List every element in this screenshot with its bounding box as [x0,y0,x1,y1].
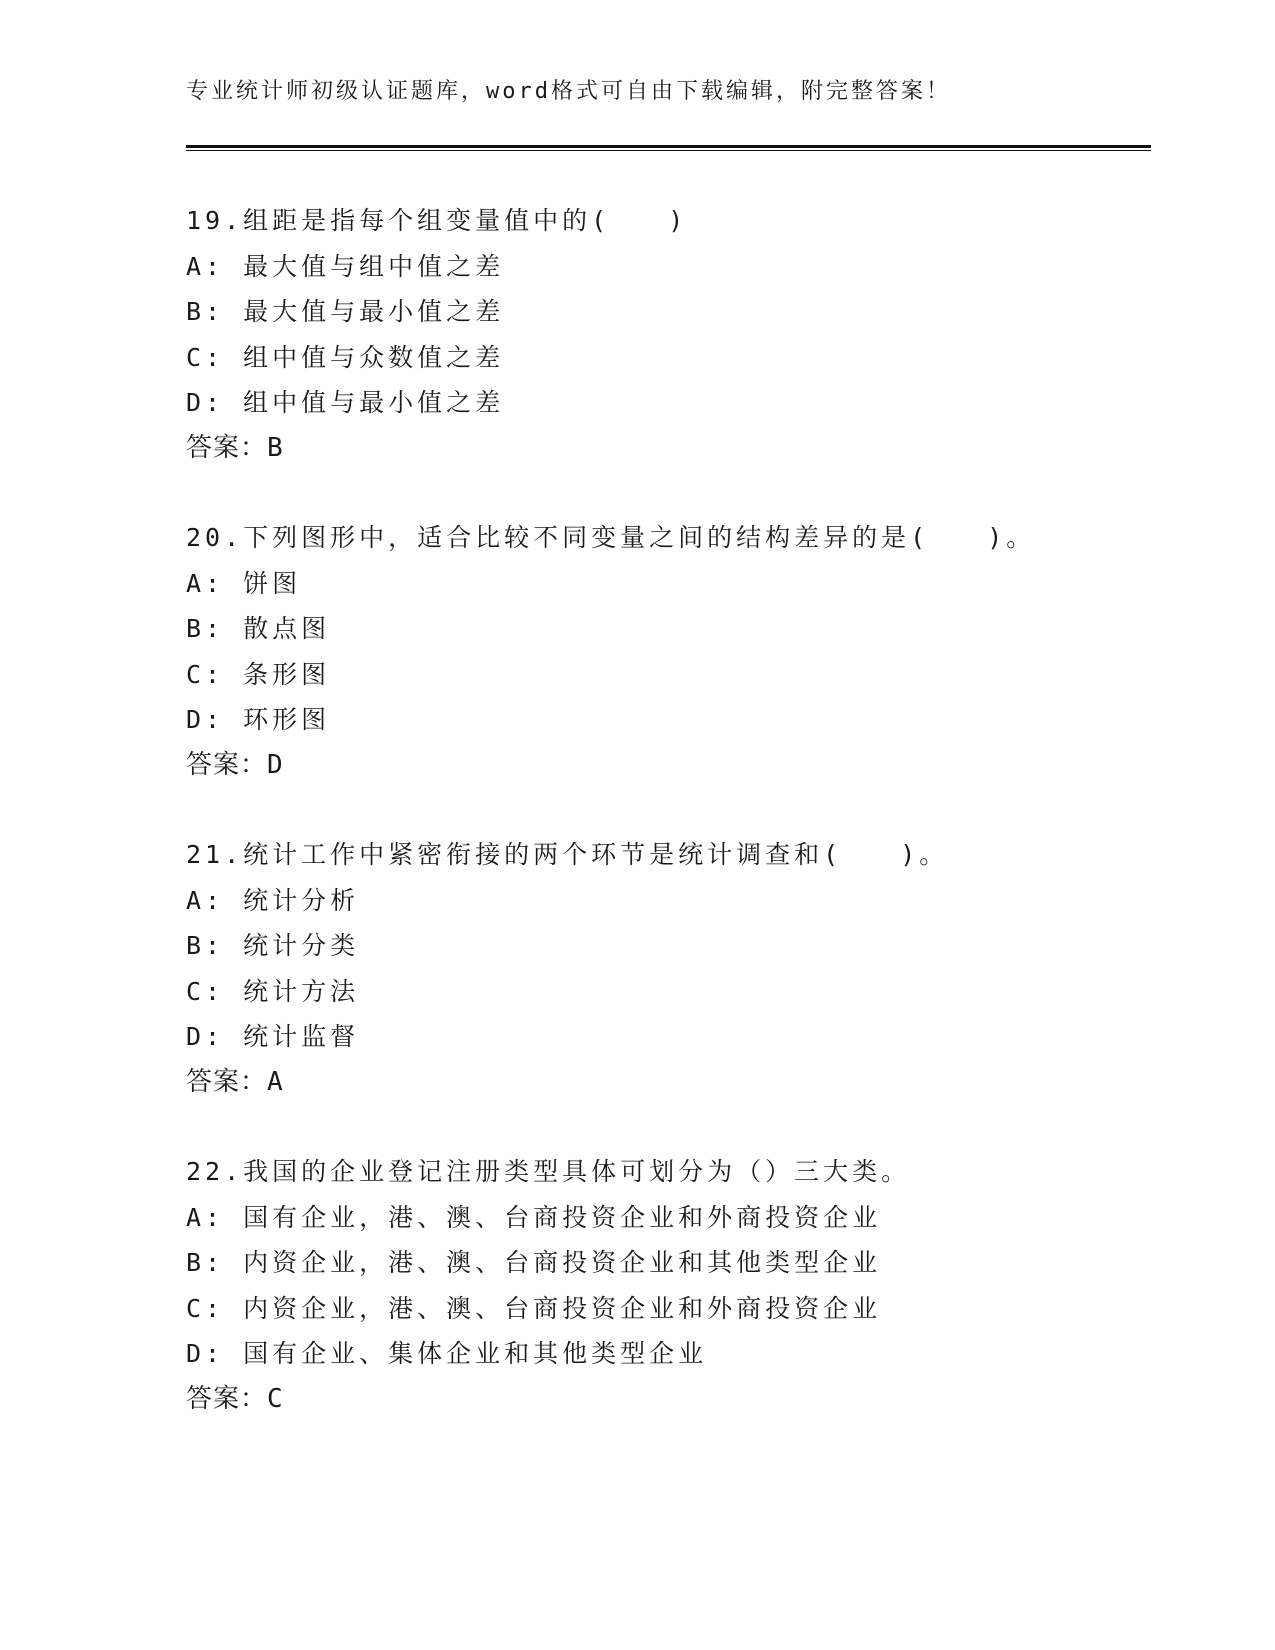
answer-label: 答案： [186,432,268,463]
option-d: D: 组中值与最小值之差 [186,388,505,417]
option-b: B: 内资企业，港、澳、台商投资企业和其他类型企业 [186,1248,882,1277]
option-d: D: 国有企业、集体企业和其他类型企业 [186,1339,708,1368]
option-a: A: 最大值与组中值之差 [186,251,505,281]
option-b: B: 散点图 [186,614,331,643]
question-stem: 22.我国的企业登记注册类型具体可划分为（）三大类。 [186,1157,911,1186]
option-c: C: 条形图 [186,659,331,689]
question-20 [186,515,1146,788]
answer-label: 答案： [186,1383,268,1414]
question-stem: 20.下列图形中，适合比较不同变量之间的结构差异的是( )。 [186,523,1036,552]
option-a: A: 国有企业，港、澳、台商投资企业和外商投资企业 [186,1202,882,1232]
answer-value: D [267,749,284,780]
question-stem: 19.组距是指每个组变量值中的( ) [186,206,688,235]
question-stem: 21.统计工作中紧密衔接的两个环节是统计调查和( )。 [186,840,949,869]
option-b: B: 统计分类 [186,931,360,960]
option-a: A: 统计分析 [186,885,360,915]
option-c: C: 组中值与众数值之差 [186,342,505,372]
answer-line [186,743,1146,789]
option-a: A: 饼图 [186,568,302,598]
page-header: 专业统计师初级认证题库，word格式可自由下载编辑，附完整答案！ [186,79,951,104]
question-22 [186,1149,1146,1422]
answer-value: C [267,1383,284,1414]
answer-line [186,1060,1146,1106]
option-d: D: 统计监督 [186,1022,360,1051]
answer-line [186,1377,1146,1423]
answer-label: 答案： [186,749,268,780]
question-21 [186,832,1146,1105]
option-d: D: 环形图 [186,705,331,734]
option-c: C: 统计方法 [186,976,360,1006]
answer-value: B [267,432,284,463]
option-c: C: 内资企业，港、澳、台商投资企业和外商投资企业 [186,1293,882,1323]
option-b: B: 最大值与最小值之差 [186,297,505,326]
answer-label: 答案： [186,1066,268,1097]
question-19 [186,198,1146,471]
answer-value: A [267,1066,284,1097]
header-rule [186,145,1151,151]
answer-line [186,426,1146,472]
